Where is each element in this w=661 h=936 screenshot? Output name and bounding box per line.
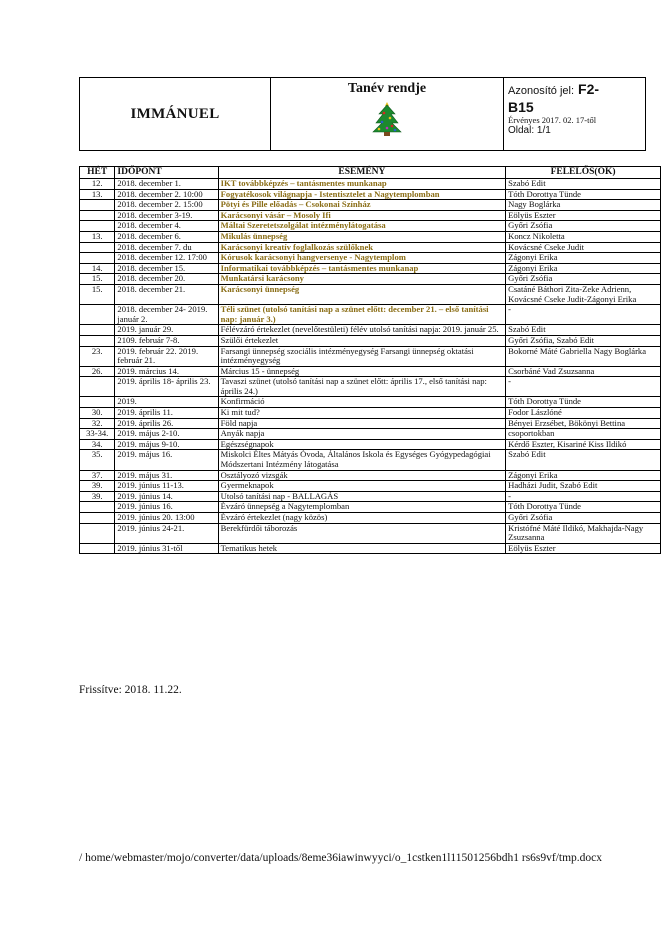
event-cell: Évzáró ünnepség a Nagytemplomban <box>218 502 505 513</box>
week-cell <box>80 305 115 325</box>
table-row <box>80 179 661 190</box>
responsible-cell: Tóth Dorottya Tünde <box>506 502 661 513</box>
responsible-cell: Győri Zsófia <box>506 274 661 285</box>
week-cell: 39. <box>80 481 115 492</box>
event-cell: Konfirmáció <box>218 397 505 408</box>
week-cell <box>80 377 115 397</box>
table-row <box>80 366 661 377</box>
event-cell: Munkatársi karácsony <box>218 274 505 285</box>
date-cell: 2109. február 7-8. <box>115 335 218 346</box>
id-label: Azonosító jel: <box>508 85 575 97</box>
responsible-cell: Zágonyi Erika <box>506 470 661 481</box>
responsible-cell: Csorbáné Vad Zsuzsanna <box>506 366 661 377</box>
table-row <box>80 221 661 232</box>
table-row <box>80 274 661 285</box>
event-cell: Szülői értekezlet <box>218 335 505 346</box>
week-cell: 13. <box>80 189 115 200</box>
document-meta <box>504 78 646 151</box>
table-row <box>80 346 661 366</box>
responsible-cell: Tóth Dorottya Tünde <box>506 397 661 408</box>
date-cell: 2018. december 12. 17:00 <box>115 253 218 264</box>
date-cell: 2019. június 24-21. <box>115 523 218 543</box>
event-cell: Félévzáró értekezlet (nevelőtestületi) félév utolsó tanítási napja: 2019. január 25. <box>218 325 505 336</box>
table-row <box>80 450 661 470</box>
date-cell: 2018. december 21. <box>115 284 218 304</box>
table-header-row <box>80 167 661 179</box>
date-cell: 2019. május 16. <box>115 450 218 470</box>
table-row <box>80 189 661 200</box>
page-number: Oldal: 1/1 <box>508 125 551 136</box>
valid-from: Érvényes 2017. 02. 17-től <box>508 115 597 125</box>
responsible-cell: Kovácsné Cseke Judit <box>506 242 661 253</box>
week-cell <box>80 242 115 253</box>
responsible-cell: Tóth Dorottya Tünde <box>506 189 661 200</box>
event-cell: Fogyatékosok világnapja - Istentisztelet a Nagytemplomban <box>218 189 505 200</box>
event-cell: IKT továbbképzés – tantásmentes munkanap <box>218 179 505 190</box>
week-cell <box>80 200 115 211</box>
responsible-cell: - <box>506 305 661 325</box>
week-cell <box>80 325 115 336</box>
date-cell: 2018. december 2. 10:00 <box>115 189 218 200</box>
table-row <box>80 284 661 304</box>
event-cell: Gyermeknapok <box>218 481 505 492</box>
week-cell <box>80 513 115 524</box>
responsible-cell: Győri Zsófia <box>506 513 661 524</box>
table-row <box>80 408 661 419</box>
responsible-cell: Eölyüs Eszter <box>506 210 661 221</box>
responsible-cell: - <box>506 377 661 397</box>
date-cell: 2018. december 7. du <box>115 242 218 253</box>
responsible-cell: Csatáné Báthori Zita-Zeke Adrienn, Kovácsné Cseke Judit-Zágonyi Erika <box>506 284 661 304</box>
week-cell: 30. <box>80 408 115 419</box>
table-row <box>80 543 661 554</box>
event-cell: Anyák napja <box>218 429 505 440</box>
date-cell: 2018. december 3-19. <box>115 210 218 221</box>
date-cell: 2019. június 14. <box>115 491 218 502</box>
col-responsible: FELELŐS(ÖK) <box>506 167 661 179</box>
date-cell: 2018. december 20. <box>115 274 218 285</box>
responsible-cell: Koncz Nikoletta <box>506 231 661 242</box>
table-row <box>80 502 661 513</box>
table-row <box>80 491 661 502</box>
event-cell: Tavaszi szünet (utolsó tanítási nap a szünet előtt: április 17., első tanítási nap: április 24.) <box>218 377 505 397</box>
date-cell: 2019. január 29. <box>115 325 218 336</box>
event-cell: Utolsó tanítási nap - BALLAGÁS <box>218 491 505 502</box>
week-cell: 12. <box>80 179 115 190</box>
table-row <box>80 253 661 264</box>
table-row <box>80 242 661 253</box>
date-cell: 2019. június 16. <box>115 502 218 513</box>
event-cell: Berekfürdői táborozás <box>218 523 505 543</box>
table-row <box>80 335 661 346</box>
responsible-cell: Győri Zsófia <box>506 221 661 232</box>
event-cell: Informatikai továbbképzés – tantásmentes munkanap <box>218 263 505 274</box>
event-cell: Mikulás ünnepség <box>218 231 505 242</box>
event-cell: Március 15 - ünnepség <box>218 366 505 377</box>
document-header <box>79 77 646 151</box>
date-cell: 2019. február 22. 2019. február 21. <box>115 346 218 366</box>
schedule-table <box>79 166 661 554</box>
date-cell: 2019. március 14. <box>115 366 218 377</box>
table-row <box>80 305 661 325</box>
date-cell: 2018. december 24- 2019. január 2. <box>115 305 218 325</box>
document-title: Tanév rendje <box>347 81 427 96</box>
week-cell: 15. <box>80 284 115 304</box>
responsible-cell: - <box>506 491 661 502</box>
id-code-cont: B15 <box>508 99 534 115</box>
table-row <box>80 513 661 524</box>
week-cell: 33-34. <box>80 429 115 440</box>
event-cell: Pötyi és Pille előadás – Csokonai Színház <box>218 200 505 211</box>
date-cell: 2018. december 6. <box>115 231 218 242</box>
week-cell <box>80 335 115 346</box>
week-cell <box>80 210 115 221</box>
week-cell: 23. <box>80 346 115 366</box>
file-path: / home/webmaster/mojo/converter/data/uploads/8eme36iawinwyyci/o_1cstken1l11501256bdh1 rs6s9vf/tmp.docx <box>79 852 603 864</box>
date-cell: 2018. december 15. <box>115 263 218 274</box>
week-cell: 14. <box>80 263 115 274</box>
week-cell: 15. <box>80 274 115 285</box>
week-cell: 35. <box>80 450 115 470</box>
date-cell: 2019. június 11-13. <box>115 481 218 492</box>
week-cell <box>80 397 115 408</box>
id-code: F2- <box>578 81 600 97</box>
date-cell: 2019. június 20. 13:00 <box>115 513 218 524</box>
date-cell: 2019. április 11. <box>115 408 218 419</box>
event-cell: Évzáró értekezlet (nagy közös) <box>218 513 505 524</box>
date-cell: 2018. december 2. 15:00 <box>115 200 218 211</box>
event-cell: Ki mit tud? <box>218 408 505 419</box>
week-cell: 26. <box>80 366 115 377</box>
responsible-cell: Nagy Boglárka <box>506 200 661 211</box>
date-cell: 2019. június 31-től <box>115 543 218 554</box>
organization-name: IMMÁNUEL <box>80 78 271 151</box>
table-row <box>80 377 661 397</box>
event-cell: Kórusok karácsonyi hangversenye - Nagytemplom <box>218 253 505 264</box>
event-cell: Máltai Szeretetszolgálat intézménylátogatása <box>218 221 505 232</box>
col-event: ESEMÉNY <box>218 167 505 179</box>
responsible-cell: Kérdő Eszter, Kisariné Kiss Ildikó <box>506 439 661 450</box>
event-cell: Karácsonyi kreatív foglalkozás szülőknek <box>218 242 505 253</box>
responsible-cell: Fodor Lászlóné <box>506 408 661 419</box>
event-cell: Farsangi ünnepség szociális intézményegység Farsangi ünnepség oktatási intézményegység <box>218 346 505 366</box>
table-row <box>80 200 661 211</box>
event-cell: Tematikus hetek <box>218 543 505 554</box>
document-title-cell <box>271 78 504 151</box>
date-cell: 2019. május 9-10. <box>115 439 218 450</box>
event-cell: Karácsonyi ünnepség <box>218 284 505 304</box>
date-cell: 2019. <box>115 397 218 408</box>
table-row <box>80 523 661 543</box>
table-row <box>80 231 661 242</box>
responsible-cell: Bokorné Máté Gabriella Nagy Boglárka <box>506 346 661 366</box>
week-cell: 13. <box>80 231 115 242</box>
event-cell: Karácsonyi vásár – Mosoly Ifi <box>218 210 505 221</box>
week-cell: 37. <box>80 470 115 481</box>
responsible-cell: csoportokban <box>506 429 661 440</box>
responsible-cell: Győri Zsófia, Szabó Edit <box>506 335 661 346</box>
date-cell: 2019. május 31. <box>115 470 218 481</box>
responsible-cell: Hadházi Judit, Szabó Edit <box>506 481 661 492</box>
date-cell: 2019. május 2-10. <box>115 429 218 440</box>
event-cell: Föld napja <box>218 418 505 429</box>
week-cell <box>80 543 115 554</box>
table-row <box>80 470 661 481</box>
date-cell: 2018. december 1. <box>115 179 218 190</box>
table-row <box>80 325 661 336</box>
table-row <box>80 418 661 429</box>
responsible-cell: Szabó Edit <box>506 450 661 470</box>
week-cell: 39. <box>80 491 115 502</box>
event-cell: Egészségnapok <box>218 439 505 450</box>
event-cell: Osztályozó vizsgák <box>218 470 505 481</box>
table-row <box>80 439 661 450</box>
table-row <box>80 397 661 408</box>
week-cell: 34. <box>80 439 115 450</box>
responsible-cell: Szabó Edit <box>506 325 661 336</box>
responsible-cell: Bényei Erzsébet, Bökönyi Bettina <box>506 418 661 429</box>
date-cell: 2018. december 4. <box>115 221 218 232</box>
table-row <box>80 429 661 440</box>
col-date: IDŐPONT <box>115 167 218 179</box>
responsible-cell: Zágonyi Erika <box>506 263 661 274</box>
table-row <box>80 481 661 492</box>
responsible-cell: Szabó Edit <box>506 179 661 190</box>
week-cell <box>80 523 115 543</box>
event-cell: Miskolci Éltes Mátyás Óvoda, Általános Iskola és Egységes Gyógypedagógiai Módszertani Intézmény látogatása <box>218 450 505 470</box>
table-row <box>80 210 661 221</box>
date-cell: 2019. április 26. <box>115 418 218 429</box>
updated-note: Frissítve: 2018. 11.22. <box>79 684 182 696</box>
week-cell <box>80 221 115 232</box>
week-cell: 32. <box>80 418 115 429</box>
responsible-cell: Eölyüs Eszter <box>506 543 661 554</box>
responsible-cell: Zágonyi Erika <box>506 253 661 264</box>
date-cell: 2019. április 18- április 23. <box>115 377 218 397</box>
christmas-tree-icon <box>370 101 404 137</box>
table-row <box>80 263 661 274</box>
event-cell: Téli szünet (utolsó tanítási nap a szünet előtt: december 21. – első tanítási nap: január 3.) <box>218 305 505 325</box>
col-week: HÉT <box>80 167 115 179</box>
week-cell <box>80 502 115 513</box>
week-cell <box>80 253 115 264</box>
responsible-cell: Kristófné Máté Ildikó, Makhajda-Nagy Zsuzsanna <box>506 523 661 543</box>
